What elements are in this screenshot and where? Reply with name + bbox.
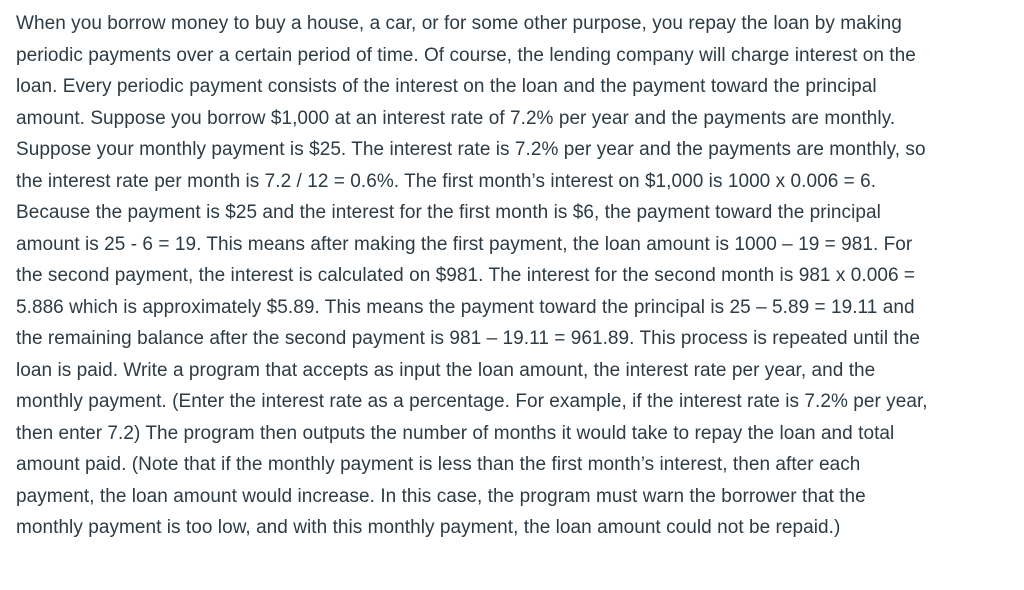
text-line: When you borrow money to buy a house, a car, or for some other purpose, you repay the loan by making <box>16 13 902 34</box>
text-line: amount paid. (Note that if the monthly payment is less than the first month’s interest, then after each <box>16 454 861 475</box>
text-line: then enter 7.2) The program then outputs the number of months it would take to repay the loan and total <box>16 422 895 444</box>
text-line: periodic payments over a certain period of time. Of course, the lending company will charge interest on the <box>16 44 916 66</box>
text-line: the remaining balance after the second payment is 981 – 19.11 = 961.89. This process is repeated until the <box>16 328 920 349</box>
text-line: monthly payment. (Enter the interest rate as a percentage. For example, if the interest rate is 7.2% per year, <box>16 391 928 412</box>
text-line: amount is 25 - 6 = 19. This means after making the first payment, the loan amount is 1000 – 19 = 981. For <box>16 233 913 255</box>
text-line: loan is paid. Write a program that accepts as input the loan amount, the interest rate per year, and the <box>16 359 876 381</box>
text-line: amount. Suppose you borrow $1,000 at an interest rate of 7.2% per year and the payments are monthly. <box>16 107 896 129</box>
text-line: 5.886 which is approximately $5.89. This means the payment toward the principal is 25 – 5.89 = 19.11 and <box>16 296 915 318</box>
text-line: the interest rate per month is 7.2 / 12 = 0.6%. The first month’s interest on $1,000 is 1000 x 0.006 = 6. <box>16 170 877 192</box>
text-line: monthly payment is too low, and with this monthly payment, the loan amount could not be repaid.) <box>16 517 841 538</box>
text-line: the second payment, the interest is calculated on $981. The interest for the second month is 981 x 0.006 = <box>16 265 916 286</box>
text-line: payment, the loan amount would increase. In this case, the program must warn the borrower that the <box>16 485 866 507</box>
text-line: loan. Every periodic payment consists of the interest on the loan and the payment toward the principal <box>16 76 877 97</box>
problem-statement <box>16 8 1012 544</box>
text-line: Suppose your monthly payment is $25. The interest rate is 7.2% per year and the payments are monthly, so <box>16 139 926 160</box>
text-line: Because the payment is $25 and the interest for the first month is $6, the payment toward the principal <box>16 202 881 223</box>
